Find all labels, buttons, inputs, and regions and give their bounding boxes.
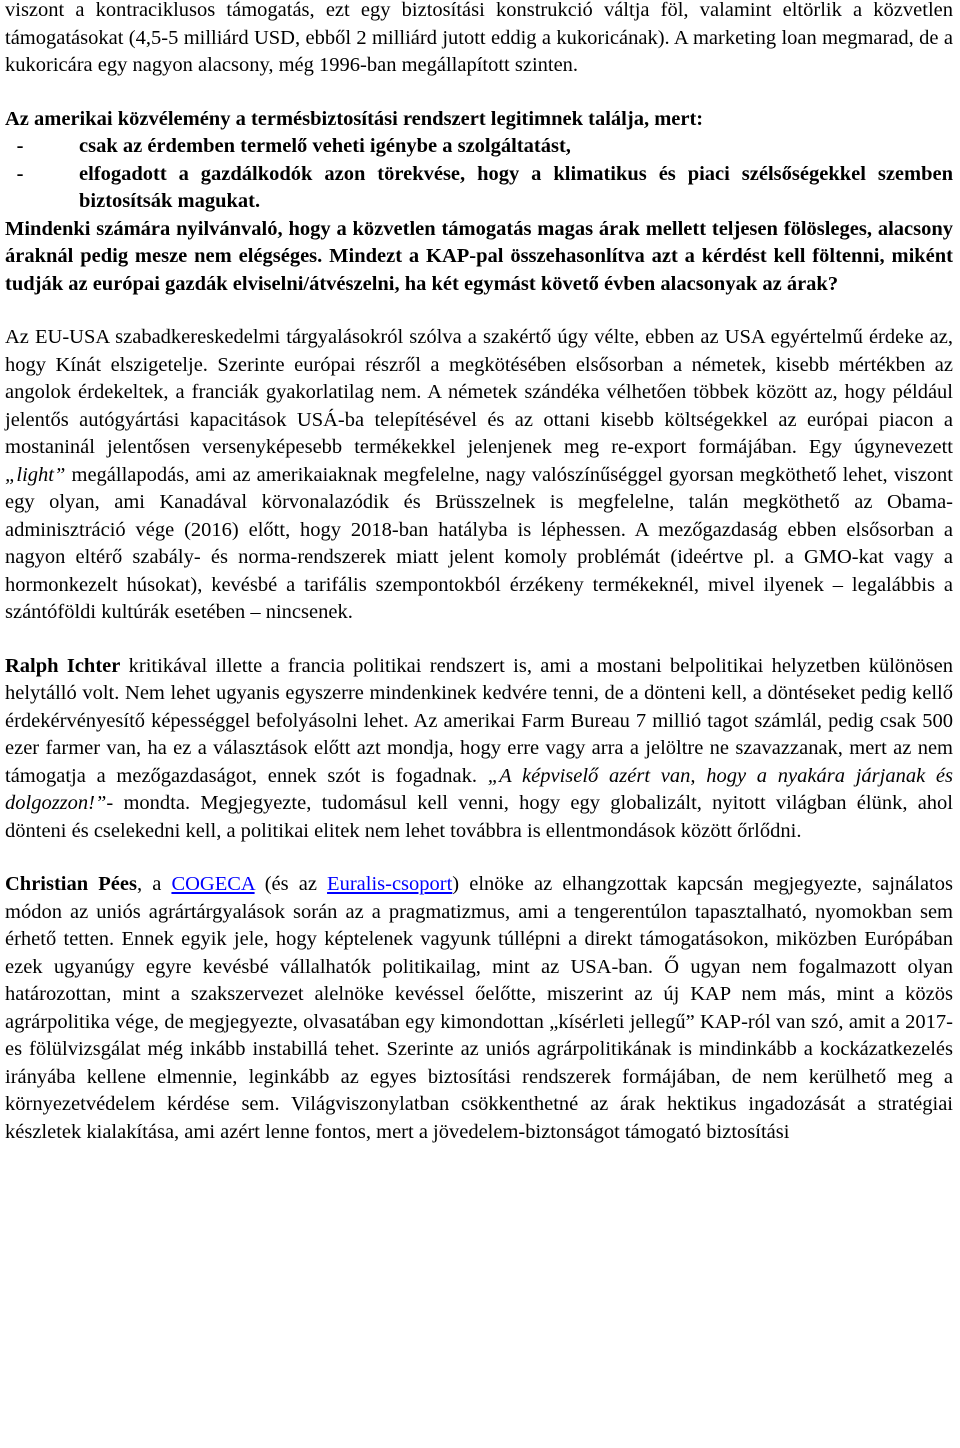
bold-intro: Az amerikai közvélemény a termésbiztosítási rendszert legitimnek találja, mert: — [5, 107, 704, 130]
list-item — [5, 133, 953, 161]
paragraph-pees — [5, 871, 953, 1146]
ichter-quote: „A képviselő azért van, hogy a nyakára járjanak és dolgozzon!” — [5, 764, 953, 814]
paragraph-ichter — [5, 653, 953, 846]
euralis-link[interactable]: Euralis-csoport — [327, 873, 453, 895]
speaker-name-ichter: Ralph Ichter — [5, 654, 121, 677]
bullet-text: elfogadott a gazdálkodók azon törekvése, hogy a klimatikus és piaci szélsőségekkel szemben biztosítsák magukat. — [79, 162, 953, 212]
bullet-dash: - — [16, 135, 24, 157]
light-quote: „light” — [5, 463, 66, 486]
paragraph-marketing-loan: viszont a kontraciklusos támogatás, ezt egy biztosítási konstrukció váltja föl, valamint eltörlik a közvetlen támogatásokat (4,5-5 milliárd USD, ebből 2 milliárd jutott eddig a kukoricának). A marketing loan megmarad, de a kukoricára egy nagyon alacsony, még 1996-ban megállapított szinten. — [5, 0, 953, 76]
ichter-text-2: - mondta. Megjegyezte, tudomásul kell venni, hogy egy globalizált, nyitott világban élünk, ahol dönteni és cselekedni kell, a politikai elitek nem lehet továbbra is ellentmondások között őrlődni. — [5, 792, 953, 842]
eu-text-2: megállapodás, ami az amerikaiaknak megfelelne, nagy valószínűséggel gyorsan megköthető lehet, viszont egy olyan, ami Kanadával körvonalazódik és Brüsszelnek is megfelelne, talán megköthető az Obama-adminisztráció vége (2016) előtt, hogy 2018-ban hatályba is léphessen. A mezőgazdaság ebben elsősorban a nagyon eltérő szabály- és norma-rendszerek miatt jelent komoly problémát (ideértve pl. a GMO-kat vagy a hormonkezelt húsokat), kevésbé a tarifális szempontokból érzékeny termékeknél, mivel ilyenek – legalábbis a szántóföldi kultúrák esetében – nincsenek. — [5, 463, 953, 623]
bullet-dash: - — [16, 162, 24, 185]
pees-text-1: , a — [136, 873, 172, 895]
pees-text-2: (és az — [254, 873, 328, 895]
bold-section — [5, 106, 953, 299]
pees-text-3: ) elnöke az elhangzottak kapcsán megjegyezte, sajnálatos módon az uniós agrártárgyalások során az a pragmatizmus, ami a tengerentúlon tapasztalható, nyomokban sem érhető tetten. Ennek egyik jele, hogy képtelenek vagyunk túllépni a direkt támogatásokon, miközben Európában ezek ugyanúgy egyre kevésbé vállalhatók politikailag, mint az USA-ban. Ő ugyan nem fogalmazott olyan határozottan, mint a szakszervezet alelnöke kevéssel őelőtte, miszerint az új KAP nem más, mint a közös agrárpolitika vége, de megjegyezte, olvasatában egy kimondottan „kísérleti jellegű” KAP-ról van szó, amit a 2017-es fölülvizsgálat még inkább instabillá tehet. Szerinte az uniós agrárpolitikának is mindinkább a kockázatkezelés irányába kellene elmennie, leginkább az egyes biztosítási rendszerek formájában, de nem kerülhető meg a környezetvédelem kérdése sem. Világviszonylatban csökkenthetné az árak hektikus ingadozását a stratégiai készletek kialakítása, ami azért lenne fontos, mert a jövedelem-biztonságot támogató biztosítási — [5, 873, 953, 1143]
cogeca-link[interactable]: COGECA — [171, 873, 255, 895]
list-item — [5, 161, 953, 216]
paragraph-eu-usa — [5, 324, 953, 627]
bold-paragraph-direct-support: Mindenki számára nyilvánvaló, hogy a közvetlen támogatás magas árak mellett teljesen fölösleges, alacsony áraknál pedig mesze nem elégséges. Mindezt a KAP-pal összehasonlítva azt a kérdést kell föltenni, miként tudják az európai gazdák elviselni/átvészelni, ha két egymást követő évben alacsonyak az árak? — [5, 217, 953, 295]
speaker-name-pees: Christian Pées — [5, 873, 137, 895]
bullet-text: csak az érdemben termelő veheti igénybe a szolgáltatást, — [79, 135, 571, 157]
ichter-text-1: kritikával illette a francia politikai rendszert is, ami a mostani belpolitikai helyzetben különösen helytálló volt. Nem lehet ugyanis egyszerre mindenkinek kedvére tenni, de a dönteni kell, a döntéseket pedig kellő érdekérvényesítő képességgel befolyásolni lehet. Az amerikai Farm Bureau 7 millió tagot számlál, pedig csak 500 ezer farmer van, ha ez a választások előtt azt mondja, hogy erre vagy arra a jelöltre ne szavazzanak, mert az nem támogatja a mezőgazdaságot, ennek szót is fogadnak. — [5, 654, 953, 787]
bullet-list — [5, 133, 953, 216]
eu-text-1: Az EU-USA szabadkereskedelmi tárgyalásokról szólva a szakértő úgy vélte, ebben az USA egyértelmű érdeke az, hogy Kínát elszigetelje. Szerinte európai részről a megkötésében elsősorban a németek, kisebb mértékben az angolok érdekeltek, a franciák gyakorlatilag nem. A németek szándéka vélhetően többek között az, hogy például jelentős autógyártási kapacitások USÁ-ba telepítésével és az ottani kisebb költségekkel az európai piacon a mostaninál jelentősen versenyképesebb termékekkel jelenjenek meg re-export formájában. Egy úgynevezett — [5, 326, 953, 458]
